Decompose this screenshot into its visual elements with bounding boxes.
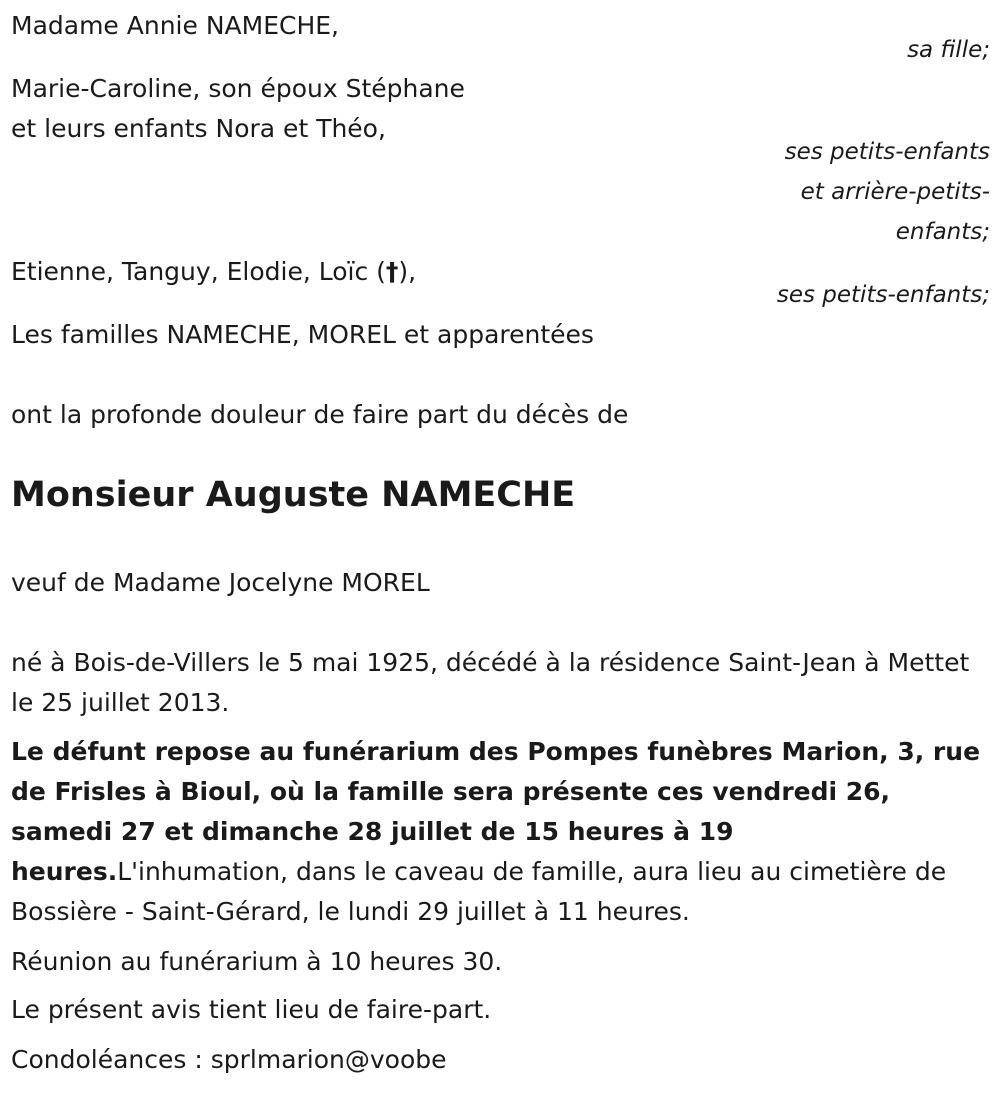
family-line-grandchildren xyxy=(11,252,416,292)
birth-death-text: né à Bois-de-Villers le 5 mai 1925, décédé à la résidence Saint-Jean à Mettet le 25 juillet 2013. xyxy=(11,648,970,717)
cross-icon: † xyxy=(385,257,399,286)
notice-text: Le présent avis tient lieu de faire-part. xyxy=(11,995,492,1024)
role-grandchildren-3: enfants; xyxy=(895,219,990,245)
condolences-text: Condoléances : sprlmarion@voobe xyxy=(11,1045,447,1074)
family-line-granddaughter: Marie-Caroline, son époux Stéphane xyxy=(11,74,465,103)
role-grandchildren-4: ses petits-enfants; xyxy=(776,282,990,308)
role-grandchildren-1: ses petits-enfants xyxy=(784,139,990,165)
deceased-name: Monsieur Auguste NAMECHE xyxy=(11,475,576,515)
burial-text: L'inhumation, dans le caveau de famille, aura lieu au cimetière de Bossière - Saint-Gérard, le lundi 29 juillet à 11 heures. xyxy=(11,857,947,926)
meeting-text: Réunion au funérarium à 10 heures 30. xyxy=(11,947,503,976)
family-line-families: Les familles NAMECHE, MOREL et apparentées xyxy=(11,320,594,349)
family-line-daughter: Madame Annie NAMECHE, xyxy=(11,11,339,40)
widower-text: veuf de Madame Jocelyne MOREL xyxy=(11,568,430,597)
grandchildren-names: Etienne, Tanguy, Elodie, Loïc ( xyxy=(11,257,386,286)
funeral-bold-text: Le défunt repose au funérarium des Pompes funèbres Marion, 3, rue de Frisles à Bioul, où la famille sera présente ces vendredi 26, samedi 27 et dimanche 28 juillet de 15 heures à 19 heures. xyxy=(11,737,981,886)
grandchildren-suffix: ), xyxy=(398,257,417,286)
role-grandchildren-2: et arrière-petits- xyxy=(800,179,990,205)
role-daughter: sa fille; xyxy=(907,37,990,63)
announcement-text: ont la profonde douleur de faire part du décès de xyxy=(11,400,629,429)
family-line-great-grandchildren: et leurs enfants Nora et Théo, xyxy=(11,114,386,143)
funeral-paragraph xyxy=(11,732,991,932)
